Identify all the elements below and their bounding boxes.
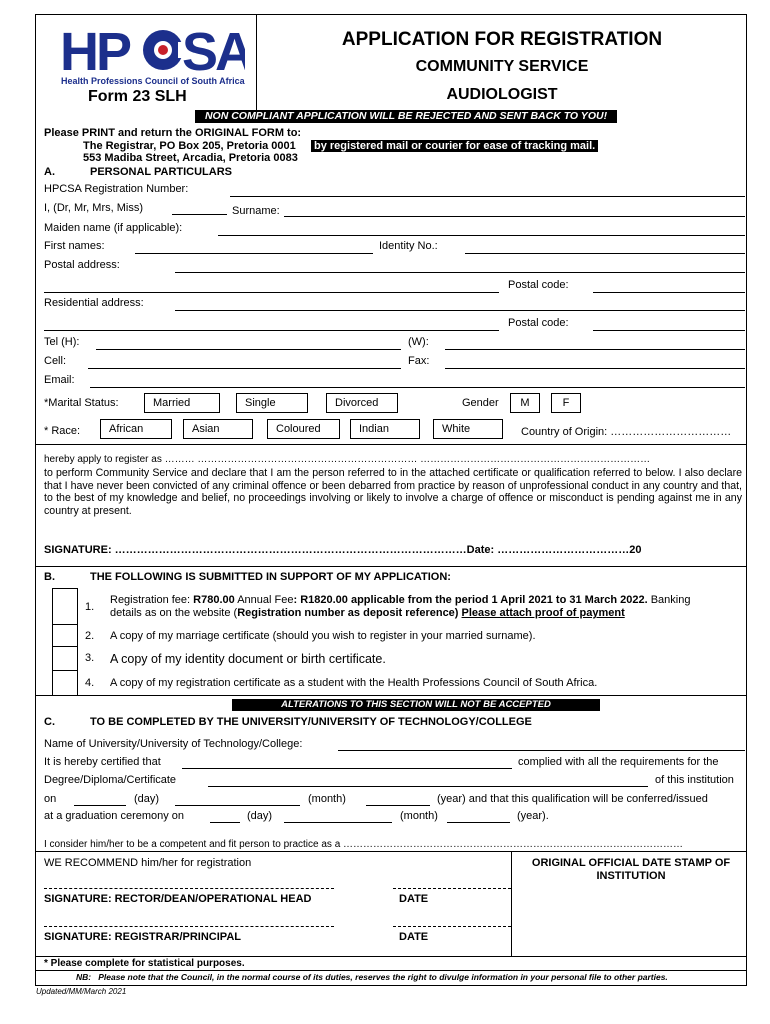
rector-date-field[interactable] bbox=[393, 888, 511, 889]
item-4-number: 4. bbox=[85, 677, 95, 689]
race-option-asian[interactable]: Asian bbox=[183, 419, 253, 439]
race-option-white[interactable]: White bbox=[433, 419, 503, 439]
race-option-african[interactable]: African bbox=[100, 419, 172, 439]
item-3-text: A copy of my identity document or birth certificate. bbox=[110, 652, 386, 666]
first-names-field[interactable] bbox=[135, 253, 373, 254]
tel-work-label: (W): bbox=[408, 336, 429, 348]
item-1-reference: Registration number as deposit reference) bbox=[237, 607, 462, 619]
item-1-details: details as on the website ( bbox=[110, 607, 238, 619]
identity-label: Identity No.: bbox=[379, 240, 438, 252]
statistical-note: * Please complete for statistical purposes. bbox=[44, 958, 245, 969]
university-name-field[interactable] bbox=[338, 750, 745, 751]
email-label: Email: bbox=[44, 374, 75, 386]
maiden-name-label: Maiden name (if applicable): bbox=[44, 222, 183, 234]
checkbox-item-2[interactable] bbox=[52, 624, 78, 648]
reg-number-field[interactable] bbox=[230, 196, 745, 197]
nb-text: Please note that the Council, in the normal course of its duties, reserves the right to divulge information in your personal file to other parties. bbox=[98, 972, 668, 982]
signature-line[interactable]: SIGNATURE: ……………………………………………………………………………………Date: ………………………………20 bbox=[44, 544, 642, 556]
postal-address-field-1[interactable] bbox=[175, 272, 745, 273]
section-b-title: THE FOLLOWING IS SUBMITTED IN SUPPORT OF MY APPLICATION: bbox=[90, 571, 451, 583]
surname-label: Surname: bbox=[232, 205, 280, 217]
item-1-annual-amount: : R1820.00 applicable from the period 1 April 2021 to 31 March 2022. bbox=[293, 594, 648, 606]
cell-field[interactable] bbox=[88, 368, 401, 369]
checkbox-item-1[interactable] bbox=[52, 588, 78, 626]
degree-label: Degree/Diploma/Certificate bbox=[44, 774, 177, 786]
identity-field[interactable] bbox=[465, 253, 745, 254]
ceremony-month-field[interactable] bbox=[284, 822, 392, 823]
page-subtitle-1: COMMUNITY SERVICE bbox=[415, 58, 589, 75]
item-1-banking: Banking bbox=[647, 594, 691, 606]
reg-number-label: HPCSA Registration Number: bbox=[44, 183, 189, 195]
fax-field[interactable] bbox=[445, 368, 745, 369]
checkbox-item-3[interactable] bbox=[52, 646, 78, 672]
tel-home-label: Tel (H): bbox=[44, 336, 80, 348]
item-4-text: A copy of my registration certificate as a student with the Health Professions Council of South Africa. bbox=[110, 677, 598, 689]
item-1-fee-amount: R780.00 bbox=[193, 594, 235, 606]
return-address: The Registrar, PO Box 205, Pretoria 0001 bbox=[83, 140, 296, 152]
table-top bbox=[35, 851, 747, 852]
university-name-label: Name of University/University of Technology/College: bbox=[44, 738, 303, 750]
form-number: Form 23 SLH bbox=[88, 88, 187, 105]
registrar-signature-label: SIGNATURE: REGISTRAR/PRINCIPAL bbox=[44, 931, 241, 943]
rector-date-label: DATE bbox=[399, 893, 429, 905]
section-a-title: PERSONAL PARTICULARS bbox=[90, 166, 232, 178]
item-1-number: 1. bbox=[85, 601, 95, 613]
item-1-line-2 bbox=[110, 607, 625, 619]
street-address: 553 Madiba Street, Arcadia, Pretoria 0083 bbox=[83, 152, 298, 164]
separator bbox=[35, 444, 747, 445]
footer-separator bbox=[35, 970, 747, 971]
nb-label: NB: bbox=[76, 972, 92, 982]
section-a-letter: A. bbox=[44, 166, 55, 178]
item-3-number: 3. bbox=[85, 652, 95, 664]
residential-postal-code-field[interactable] bbox=[593, 330, 745, 331]
checkbox-item-4[interactable] bbox=[52, 670, 78, 696]
declaration-text: to perform Community Service and declare that I am the person referred to in the attached certificate or qualification referred to below. I also declare that I have never been convicted of any criminal offence or been debarred from practice by reason of unprofessional conduct in any country and that, to the best of my knowledge and belief, no proceedings involving or likely to involve a charge of offence or misconduct is pending against me in any country at present. bbox=[44, 467, 742, 517]
return-instructions: Please PRINT and return the ORIGINAL FORM to: bbox=[44, 127, 302, 139]
item-2-number: 2. bbox=[85, 630, 95, 642]
maiden-name-field[interactable] bbox=[218, 235, 745, 236]
section-c-letter: C. bbox=[44, 716, 55, 728]
marital-option-divorced[interactable]: Divorced bbox=[326, 393, 398, 413]
page-subtitle-2: AUDIOLOGIST bbox=[446, 86, 558, 103]
alterations-banner: ALTERATIONS TO THIS SECTION WILL NOT BE ACCEPTED bbox=[232, 699, 600, 711]
country-of-origin[interactable]: Country of Origin: …………………………… bbox=[521, 426, 732, 438]
tel-work-field[interactable] bbox=[445, 349, 745, 350]
cell-label: Cell: bbox=[44, 355, 67, 367]
postal-code-field[interactable] bbox=[593, 292, 745, 293]
month-label: (month) bbox=[308, 793, 346, 805]
section-c-title: TO BE COMPLETED BY THE UNIVERSITY/UNIVERSITY OF TECHNOLOGY/COLLEGE bbox=[90, 716, 532, 728]
certified-name-field[interactable] bbox=[182, 768, 512, 769]
recommend-label: WE RECOMMEND him/her for registration bbox=[44, 857, 252, 869]
svg-text:SA: SA bbox=[182, 22, 245, 82]
gender-option-f[interactable]: F bbox=[551, 393, 581, 413]
separator-b bbox=[35, 566, 747, 567]
separator-c bbox=[35, 695, 747, 696]
item-2-text: A copy of my marriage certificate (should you wish to register in your married surname). bbox=[110, 630, 536, 642]
institution-label: of this institution bbox=[655, 774, 734, 786]
item-1-proof: Please attach proof of payment bbox=[461, 607, 625, 619]
ceremony-day-label: (day) bbox=[247, 810, 273, 822]
ceremony-day-field[interactable] bbox=[210, 822, 240, 823]
rector-signature-label: SIGNATURE: RECTOR/DEAN/OPERATIONAL HEAD bbox=[44, 893, 312, 905]
residential-postal-code-label: Postal code: bbox=[508, 317, 569, 329]
surname-field[interactable] bbox=[284, 216, 745, 217]
competent-statement[interactable]: I consider him/her to be a competent and fit person to practice as a ………………………………………………………………………………………… bbox=[44, 839, 684, 850]
gender-label: Gender bbox=[462, 397, 499, 409]
year-field[interactable] bbox=[366, 805, 430, 806]
month-field[interactable] bbox=[175, 805, 300, 806]
table-bottom bbox=[35, 956, 747, 957]
complied-label: complied with all the requirements for the bbox=[518, 756, 719, 768]
day-label: (day) bbox=[134, 793, 160, 805]
svg-text:Health Professions Council of: Health Professions Council of South Africa bbox=[61, 76, 245, 86]
tel-home-field[interactable] bbox=[96, 349, 401, 350]
ceremony-year-field[interactable] bbox=[447, 822, 510, 823]
marital-status-label: *Marital Status: bbox=[44, 397, 119, 409]
registrar-date-label: DATE bbox=[399, 931, 429, 943]
registrar-signature-field[interactable] bbox=[44, 926, 334, 927]
day-field[interactable] bbox=[74, 805, 126, 806]
fax-label: Fax: bbox=[408, 355, 430, 367]
race-label: * Race: bbox=[44, 425, 81, 437]
email-field[interactable] bbox=[90, 387, 745, 388]
hpcsa-logo bbox=[60, 22, 245, 87]
mail-instruction-highlight: by registered mail or courier for ease of tracking mail. bbox=[311, 140, 598, 152]
apply-register-as[interactable]: hereby apply to register as ……… ………………………………………………………… …………………………………………………………… bbox=[44, 454, 651, 465]
residential-address-field-2[interactable] bbox=[44, 330, 499, 331]
residential-address-field-1[interactable] bbox=[175, 310, 745, 311]
postal-address-label: Postal address: bbox=[44, 259, 120, 271]
registrar-date-field[interactable] bbox=[393, 926, 511, 927]
rector-signature-field[interactable] bbox=[44, 888, 334, 889]
nb-note bbox=[76, 972, 668, 982]
first-names-label: First names: bbox=[44, 240, 105, 252]
race-option-indian[interactable]: Indian bbox=[350, 419, 420, 439]
title-field[interactable] bbox=[172, 214, 227, 215]
race-option-coloured[interactable]: Coloured bbox=[267, 419, 340, 439]
marital-option-married[interactable]: Married bbox=[144, 393, 220, 413]
on-label: on bbox=[44, 793, 57, 805]
residential-address-label: Residential address: bbox=[44, 297, 144, 309]
gender-option-m[interactable]: M bbox=[510, 393, 540, 413]
postal-code-label: Postal code: bbox=[508, 279, 569, 291]
degree-field[interactable] bbox=[208, 786, 648, 787]
year-conferred-label: (year) and that this qualification will be conferred/issued bbox=[437, 793, 708, 805]
title-label: I, (Dr, Mr, Mrs, Miss) bbox=[44, 202, 143, 214]
item-1-fee-label: Registration fee: bbox=[110, 594, 194, 606]
marital-option-single[interactable]: Single bbox=[236, 393, 308, 413]
stamp-label: ORIGINAL OFFICIAL DATE STAMP OF INSTITUTION bbox=[531, 857, 731, 882]
item-1-line-1 bbox=[110, 594, 690, 606]
postal-address-field-2[interactable] bbox=[44, 292, 499, 293]
certified-label: It is hereby certified that bbox=[44, 756, 161, 768]
section-b-letter: B. bbox=[44, 571, 55, 583]
ceremony-label: at a graduation ceremony on bbox=[44, 810, 185, 822]
ceremony-month-label: (month) bbox=[400, 810, 438, 822]
ceremony-year-label: (year). bbox=[517, 810, 549, 822]
svg-text:HP: HP bbox=[60, 22, 130, 82]
item-1-annual-label: Annual Fee bbox=[234, 594, 294, 606]
updated-date: Updated/MM/March 2021 bbox=[36, 987, 127, 996]
stamp-divider bbox=[511, 852, 512, 956]
page-title: APPLICATION FOR REGISTRATION bbox=[341, 29, 663, 50]
warning-banner: NON COMPLIANT APPLICATION WILL BE REJECTED AND SENT BACK TO YOU! bbox=[195, 110, 617, 123]
